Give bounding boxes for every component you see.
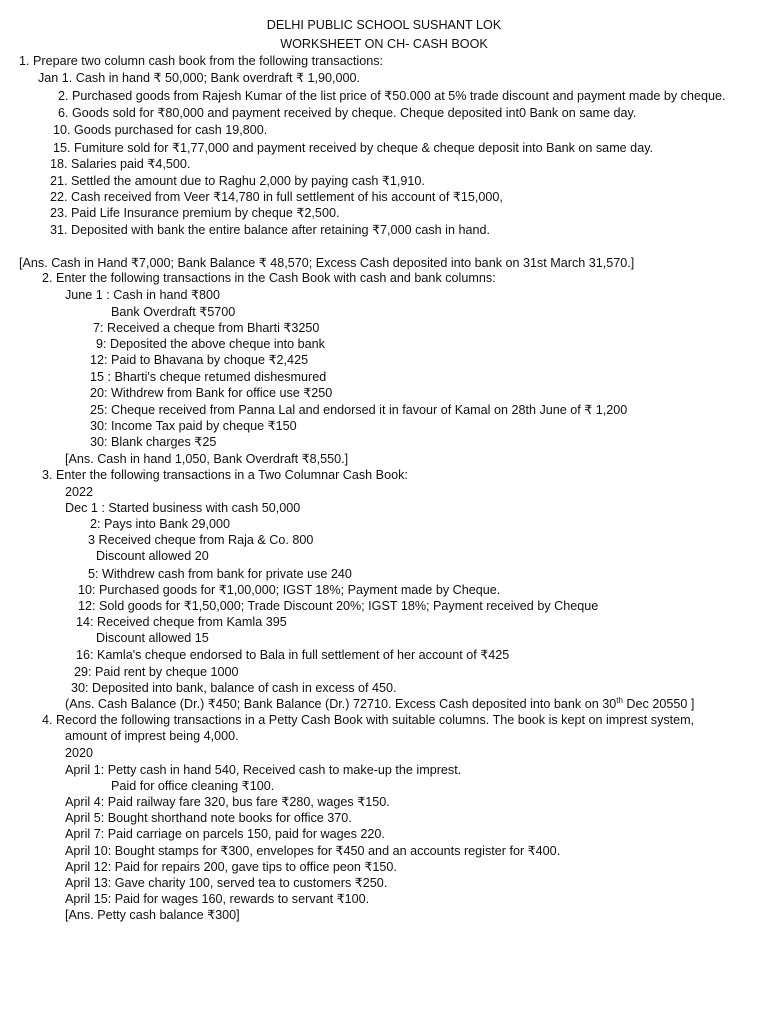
q4-line: April 4: Paid railway fare 320, bus fare ₹280, wages ₹150. (65, 795, 390, 809)
q1-heading: 1. Prepare two column cash book from the following transactions: (19, 54, 384, 68)
q2-heading: 2. Enter the following transactions in the Cash Book with cash and bank columns: (42, 271, 496, 285)
q3-answer-main: (Ans. Cash Balance (Dr.) ₹450; Bank Balance (Dr.) 72710. Excess Cash deposited into bank on 30 (65, 697, 617, 711)
q2-line: 15 : Bharti's cheque retumed dishesmured (90, 370, 327, 384)
q2-line: 30: Income Tax paid by cheque ₹150 (90, 419, 297, 433)
q3-line: Discount allowed 20 (96, 549, 209, 563)
q3-answer (65, 696, 694, 712)
school-name: DELHI PUBLIC SCHOOL SUSHANT LOK (266, 18, 502, 32)
q3-heading: 3. Enter the following transactions in a Two Columnar Cash Book: (42, 468, 408, 482)
q2-line: 30: Blank charges ₹25 (90, 435, 217, 449)
q4-line: April 5: Bought shorthand note books for office 370. (65, 811, 352, 825)
q4-line: April 13: Gave charity 100, served tea to customers ₹250. (65, 876, 388, 890)
q2-line: 7: Received a cheque from Bharti ₹3250 (93, 321, 320, 335)
q4-line: 2020 (65, 746, 94, 760)
q1-answer: [Ans. Cash in Hand ₹7,000; Bank Balance ₹ 48,570; Excess Cash deposited into bank on 31st March 31,570.] (19, 256, 635, 270)
q3-line: 30: Deposited into bank, balance of cash in excess of 450. (71, 681, 397, 695)
q3-line: Discount allowed 15 (96, 631, 209, 645)
q1-line: 22. Cash received from Veer ₹14,780 in full settlement of his account of ₹15,000, (50, 190, 503, 204)
q1-line: 21. Settled the amount due to Raghu 2,000 by paying cash ₹1,910. (50, 174, 425, 188)
q1-line: 6. Goods sold for ₹80,000 and payment received by cheque. Cheque deposited int0 Bank on same day. (58, 106, 637, 120)
q4-line: April 1: Petty cash in hand 540, Received cash to make-up the imprest. (65, 763, 462, 777)
worksheet-title: WORKSHEET ON CH- CASH BOOK (280, 37, 488, 51)
q4-line: April 15: Paid for wages 160, rewards to servant ₹100. (65, 892, 370, 906)
q1-line: 2. Purchased goods from Rajesh Kumar of the list price of ₹50.000 at 5% trade discount and payment made by cheque. (58, 89, 726, 103)
q2-line: 12: Paid to Bhavana by choque ₹2,425 (90, 353, 309, 367)
q1-line: 31. Deposited with bank the entire balance after retaining ₹7,000 cash in hand. (50, 223, 490, 237)
q3-line: Dec 1 : Started business with cash 50,000 (65, 501, 301, 515)
q3-answer-tail: Dec 20550 ] (622, 697, 695, 711)
q2-answer: [Ans. Cash in hand 1,050, Bank Overdraft ₹8,550.] (65, 452, 349, 466)
q2-line: 20: Withdrew from Bank for office use ₹250 (90, 386, 333, 400)
q3-line: 3 Received cheque from Raja & Co. 800 (88, 533, 314, 547)
q4-line: April 10: Bought stamps for ₹300, envelopes for ₹450 and an accounts register for ₹400. (65, 844, 561, 858)
q3-line: 14: Received cheque from Kamla 395 (76, 615, 287, 629)
q4-line: April 12: Paid for repairs 200, gave tips to office peon ₹150. (65, 860, 397, 874)
q2-line: 9: Deposited the above cheque into bank (96, 337, 325, 351)
q2-line: June 1 : Cash in hand ₹800 (65, 288, 221, 302)
q3-line: 10: Purchased goods for ₹1,00,000; IGST 18%; Payment made by Cheque. (78, 583, 501, 597)
q3-line: 2: Pays into Bank 29,000 (90, 517, 231, 531)
q1-line: 15. Fumiture sold for ₹1,77,000 and payment received by cheque & cheque deposit into Bank on same day. (53, 141, 654, 155)
q4-heading: 4. Record the following transactions in a Petty Cash Book with suitable columns. The book is kept on imprest system, (42, 713, 695, 727)
q4-line: April 7: Paid carriage on parcels 150, paid for wages 220. (65, 827, 385, 841)
q3-line: 29: Paid rent by cheque 1000 (74, 665, 239, 679)
q3-line: 12: Sold goods for ₹1,50,000; Trade Discount 20%; IGST 18%; Payment received by Cheque (78, 599, 599, 613)
q1-line: 10. Goods purchased for cash 19,800. (53, 123, 268, 137)
q3-line: 5: Withdrew cash from bank for private use 240 (88, 567, 352, 581)
q1-line: 18. Salaries paid ₹4,500. (50, 157, 191, 171)
q4-line: Paid for office cleaning ₹100. (111, 779, 275, 793)
q4-answer: [Ans. Petty cash balance ₹300] (65, 908, 240, 922)
q1-line: Jan 1. Cash in hand ₹ 50,000; Bank overdraft ₹ 1,90,000. (38, 71, 360, 85)
q2-line: Bank Overdraft ₹5700 (111, 305, 236, 319)
q3-line: 2022 (65, 485, 94, 499)
q2-line: 25: Cheque received from Panna Lal and endorsed it in favour of Kamal on 28th June of ₹ 1,200 (90, 403, 628, 417)
q4-heading-cont: amount of imprest being 4,000. (65, 729, 239, 743)
q3-answer-superscript: th (616, 695, 623, 705)
q1-line: 23. Paid Life Insurance premium by cheque ₹2,500. (50, 206, 340, 220)
q3-line: 16: Kamla's cheque endorsed to Bala in full settlement of her account of ₹425 (76, 648, 510, 662)
